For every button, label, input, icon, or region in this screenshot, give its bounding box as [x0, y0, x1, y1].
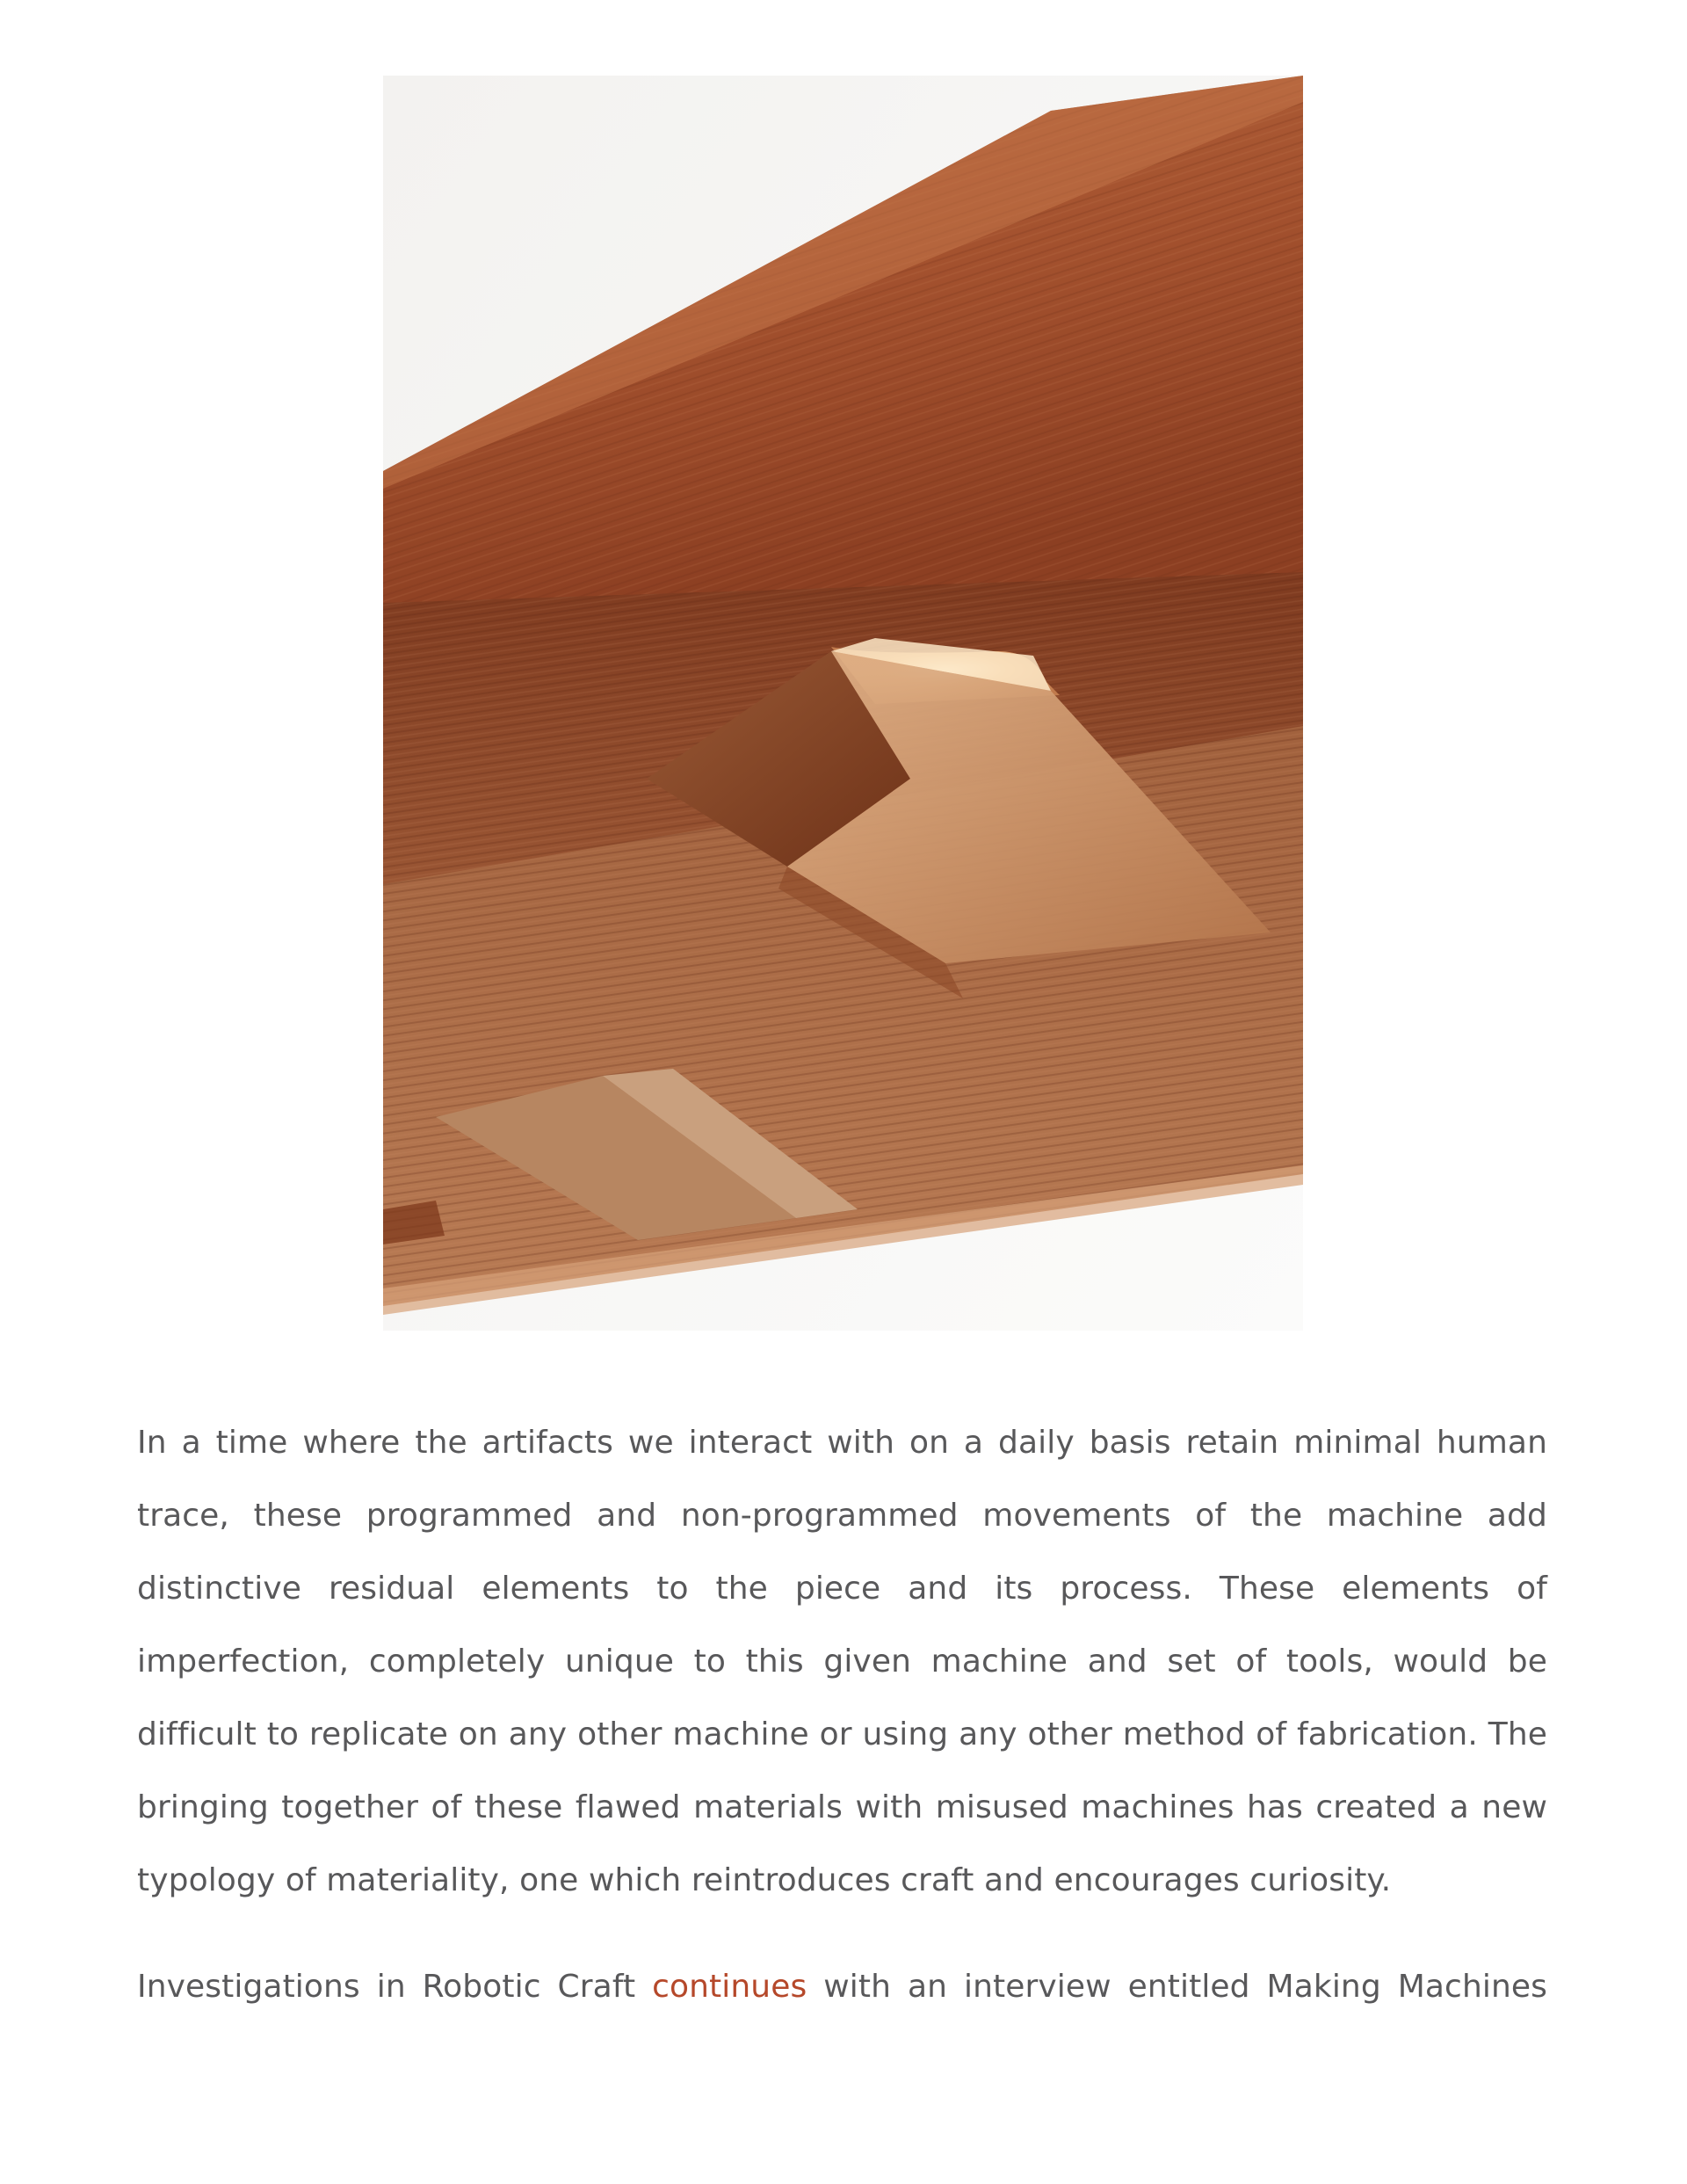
wood-joint-illustration [383, 76, 1303, 1331]
article-body [137, 1406, 1547, 2023]
paragraph-continues-tail: with an interview entitled Making Machines [807, 1969, 1547, 2005]
paragraph-robotic-craft: In a time where the artifacts we interact with on a daily basis retain minimal human trace, these programmed and non-programmed movements of the machine add distinctive residual elements to the piece and its process. These elements of imperfection, completely unique to this given machine and set of tools, would be difficult to replicate on any other machine or using any other method of fabrication. The bringing together of these flawed materials with misused machines has created a new typology of materiality, one which reintroduces craft and encourages curiosity. [137, 1425, 1547, 1898]
paragraph-continues [137, 1950, 1547, 2023]
paragraph-continues-intro: Investigations in Robotic Craft [137, 1969, 653, 2005]
continues-link[interactable]: continues [652, 1969, 807, 2005]
wood-joint-photo [383, 76, 1303, 1331]
